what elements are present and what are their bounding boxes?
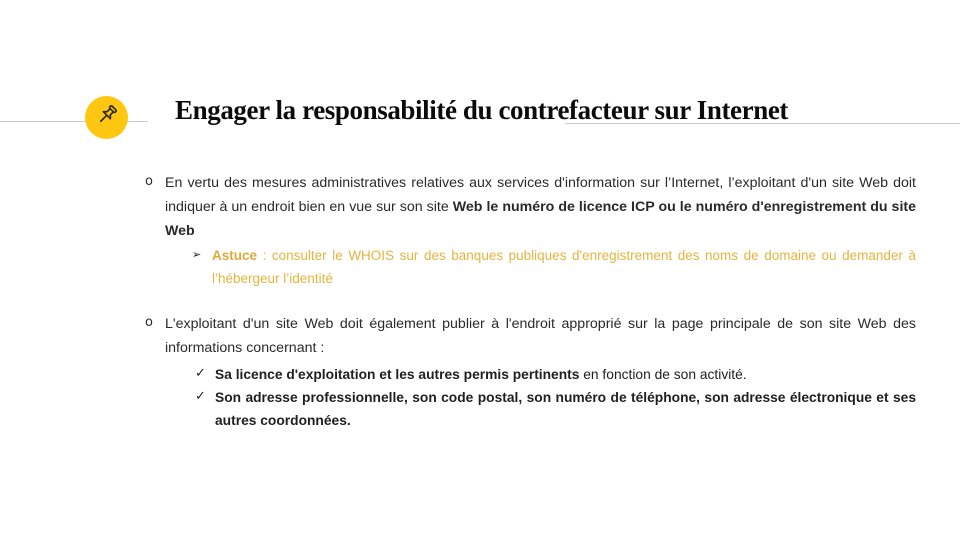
tip-body-text: : consulter le WHOIS sur des banques publiques d'enregistrement des noms de domaine ou demander à l’hébergeur l’identité [212, 248, 916, 286]
slide-title: Engager la responsabilité du contrefacteur sur Internet [175, 95, 788, 125]
check-item-2-text [215, 386, 916, 432]
checkmark-icon: ✓ [195, 366, 206, 381]
check1-bold-text: Sa licence d'exploitation et les autres permis pertinents [215, 367, 580, 382]
bullet-item-1-text [165, 171, 916, 243]
check1-normal-text: en fonction de son activité. [579, 367, 747, 382]
check2-bold-text: Son adresse professionnelle, son code postal, son numéro de téléphone, son adresse électronique et ses autres coordonnées. [215, 390, 916, 428]
bullet-item-2-text: L'exploitant d'un site Web doit également publier à l'endroit approprié sur la page principale de son site Web des informations concernant : [165, 316, 916, 356]
bullet-item-2 [145, 312, 916, 360]
check-item-1-text [215, 363, 916, 386]
bullet-item-1 [145, 171, 916, 243]
bullet1-normal-text: En vertu des mesures administratives relatives aux services d'information sur l’Internet, l’exploitant d'un site Web doit indiquer à un endroit bien en vue sur son site [165, 175, 916, 215]
tip-item [192, 244, 916, 290]
circle-bullet-icon: o [145, 174, 153, 189]
tip-label: Astuce [212, 248, 258, 263]
arrow-bullet-icon: ➢ [192, 248, 202, 261]
pushpin-icon [93, 102, 120, 134]
title-badge [85, 96, 128, 139]
check-item-2 [195, 386, 916, 432]
check-item-1 [195, 363, 916, 386]
checkmark-icon: ✓ [195, 389, 206, 404]
tip-text [212, 244, 916, 290]
bullet1-bold-text: Web le numéro de licence ICP ou le numéro d'enregistrement du site Web [165, 199, 917, 239]
circle-bullet-icon: o [145, 315, 153, 330]
